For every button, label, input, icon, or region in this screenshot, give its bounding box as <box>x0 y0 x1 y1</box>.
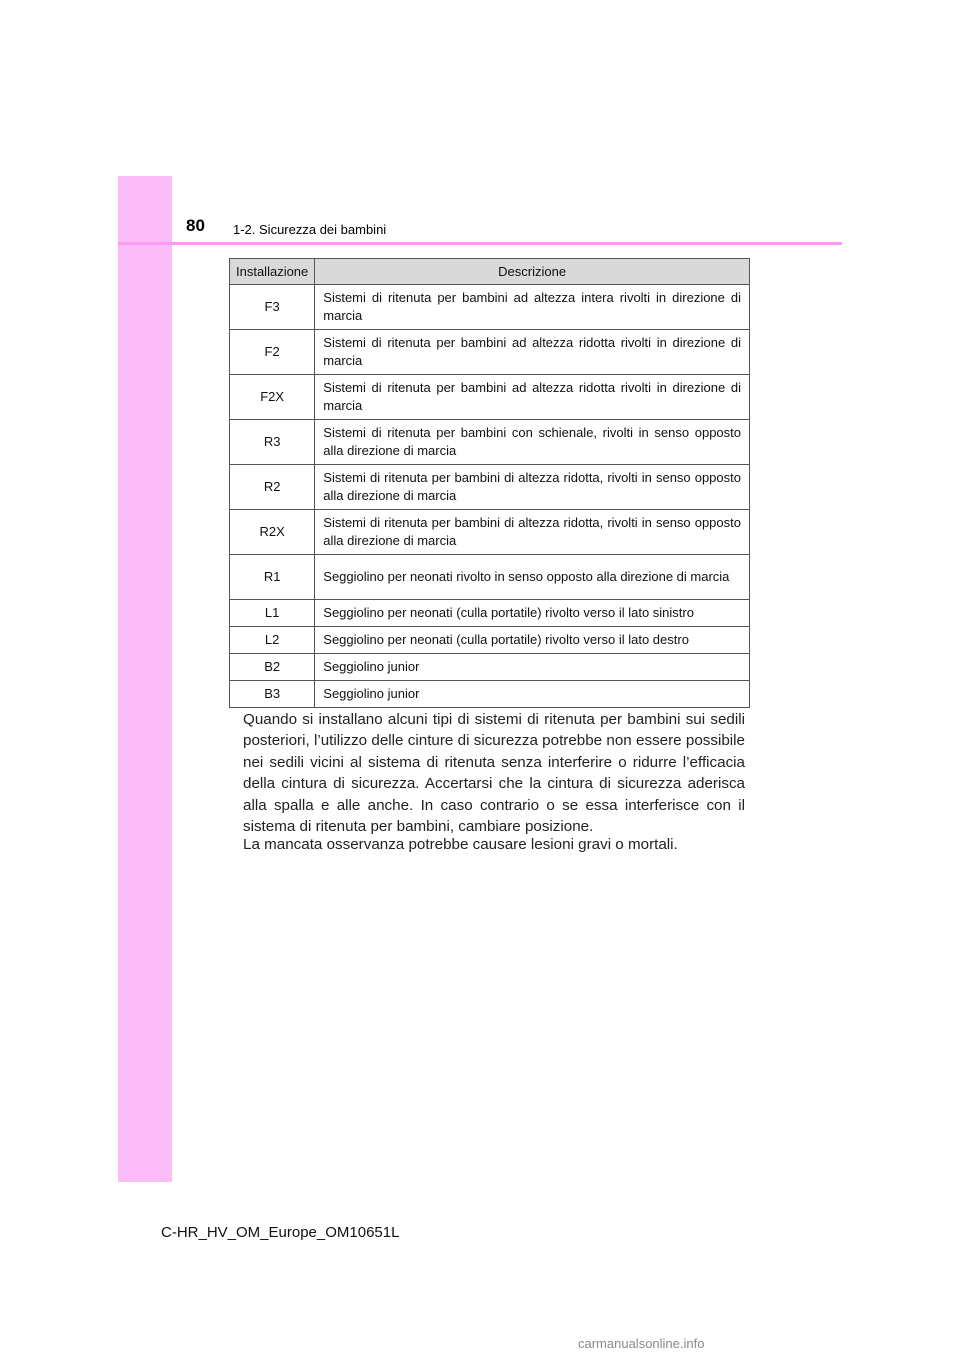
installation-code: R1 <box>230 555 315 600</box>
installation-code: F3 <box>230 285 315 330</box>
installation-code: B3 <box>230 681 315 708</box>
table-row <box>230 555 750 600</box>
column-header-installazione: Installazione <box>230 259 315 285</box>
installation-code: F2X <box>230 375 315 420</box>
table-row <box>230 600 750 627</box>
installation-description: Seggiolino per neonati (culla portatile) rivolto verso il lato sinistro <box>315 600 750 627</box>
section-title: 1-2. Sicurezza dei bambini <box>233 222 387 237</box>
installation-code: F2 <box>230 330 315 375</box>
table-row <box>230 330 750 375</box>
installation-code: L1 <box>230 600 315 627</box>
seatbelt-note-paragraph: Quando si installano alcuni tipi di sistemi di ritenuta per bambini sui sedili posteriori, l’utilizzo delle cinture di sicurezza potrebbe non essere possibile nei sedili vicini al sistema di ritenuta senza interferire o ridurre l’efficacia della cintura di sicurezza. Accertarsi che la cintura di sicurezza aderisca alla spalla e alle anche. In caso contrario o se essa interferisce con il sistema di ritenuta per bambini, cambiare posizione. <box>243 711 745 836</box>
installation-description: Sistemi di ritenuta per bambini ad altezza intera rivolti in direzione di marcia <box>315 285 750 330</box>
installation-description: Seggiolino junior <box>315 654 750 681</box>
document-id: C-HR_HV_OM_Europe_OM10651L <box>161 1224 400 1241</box>
installation-description: Sistemi di ritenuta per bambini ad altezza ridotta rivolti in direzione di marcia <box>315 330 750 375</box>
table-row <box>230 285 750 330</box>
column-header-descrizione: Descrizione <box>315 259 750 285</box>
installation-code: L2 <box>230 627 315 654</box>
installation-description: Seggiolino per neonati (culla portatile) rivolto verso il lato destro <box>315 627 750 654</box>
installation-description: Sistemi di ritenuta per bambini di altezza ridotta, rivolti in senso opposto alla direzione di marcia <box>315 465 750 510</box>
table-row <box>230 420 750 465</box>
installation-description: Seggiolino per neonati rivolto in senso opposto alla direzione di marcia <box>315 555 750 600</box>
installation-description: Sistemi di ritenuta per bambini con schienale, rivolti in senso opposto alla direzione di marcia <box>315 420 750 465</box>
restraint-table <box>229 258 750 708</box>
installation-code: B2 <box>230 654 315 681</box>
installation-code: R2X <box>230 510 315 555</box>
installation-code: R2 <box>230 465 315 510</box>
header-rule <box>118 242 842 245</box>
installation-description: Sistemi di ritenuta per bambini ad altezza ridotta rivolti in direzione di marcia <box>315 375 750 420</box>
table-row <box>230 654 750 681</box>
table-row <box>230 465 750 510</box>
side-color-tab <box>118 176 172 1182</box>
watermark: carmanualsonline.info <box>578 1336 705 1351</box>
table-row <box>230 627 750 654</box>
installation-description: Sistemi di ritenuta per bambini di altezza ridotta, rivolti in senso opposto alla direzione di marcia <box>315 510 750 555</box>
table-row <box>230 375 750 420</box>
table-header-row <box>230 259 750 285</box>
page-number: 80 <box>186 216 205 235</box>
installation-code: R3 <box>230 420 315 465</box>
table-row <box>230 681 750 708</box>
table-row <box>230 510 750 555</box>
warning-sentence: La mancata osservanza potrebbe causare lesioni gravi o mortali. <box>243 836 678 853</box>
installation-description: Seggiolino junior <box>315 681 750 708</box>
